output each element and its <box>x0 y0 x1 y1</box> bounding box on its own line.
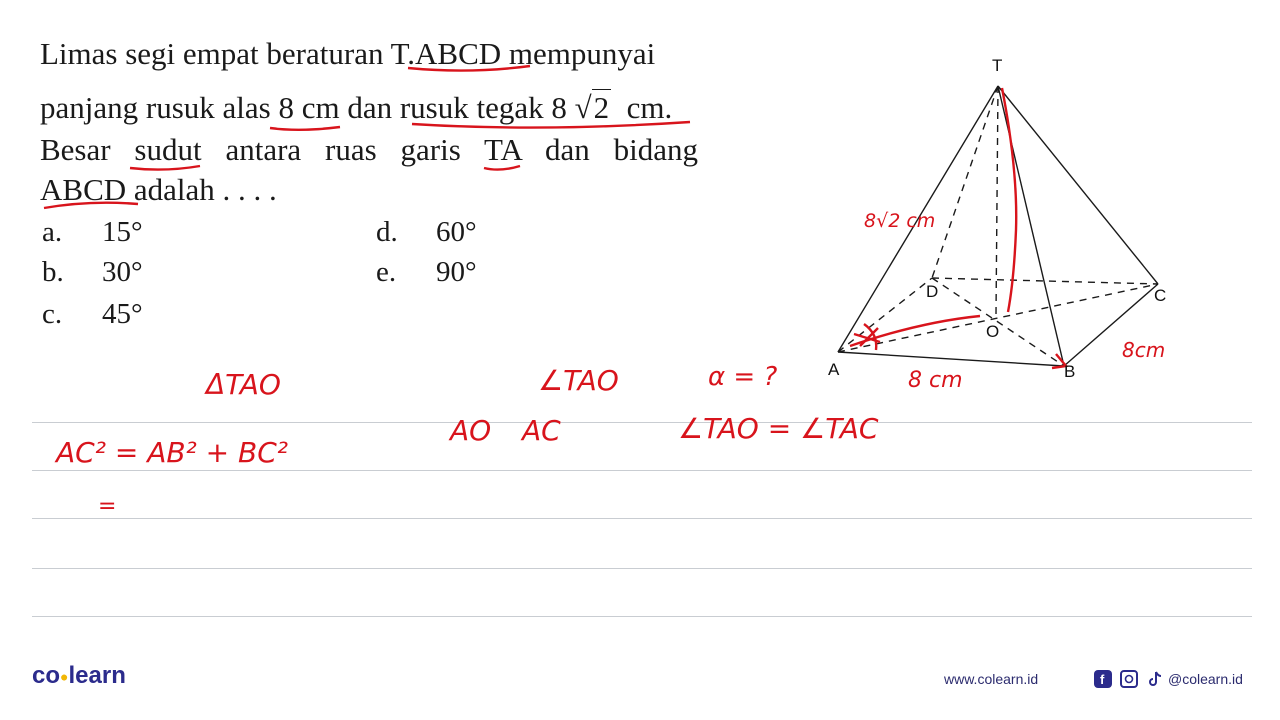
option-d-value: 60° <box>436 216 477 248</box>
website-link[interactable]: www.colearn.id <box>944 671 1039 687</box>
annotation-edge-bc: 8cm <box>1122 338 1166 362</box>
option-e-value: 90° <box>436 256 477 288</box>
option-a-value: 15° <box>102 216 143 248</box>
option-c-value: 45° <box>102 298 143 330</box>
edge-ab <box>838 352 1064 366</box>
ruled-line-4 <box>32 568 1252 569</box>
facebook-icon[interactable] <box>1094 670 1112 688</box>
vertex-d-label: D <box>926 282 939 301</box>
edge-ad <box>838 278 932 352</box>
handwriting-equality: ∠TAO = ∠TAC <box>678 412 879 445</box>
colearn-logo <box>32 662 126 690</box>
ruled-line-5 <box>32 616 1252 617</box>
social-handle[interactable]: @colearn.id <box>1168 671 1243 687</box>
edge-td <box>932 86 998 278</box>
question-line-3: Besar sudut antara ruas garis TA dan bidang <box>40 132 698 167</box>
handwriting-pythagoras: AC² = AB² + BC² <box>56 436 289 469</box>
handwriting-equals: = <box>98 494 117 519</box>
vertex-a-label: A <box>828 360 840 379</box>
logo-co: co <box>32 662 61 689</box>
vertex-o-label: O <box>986 322 1000 341</box>
tiktok-icon[interactable] <box>1146 670 1164 688</box>
svg-text:f: f <box>1100 672 1105 687</box>
logo-dot-icon: ● <box>60 668 69 685</box>
sqrt-symbol: √2 <box>574 90 610 125</box>
option-d-letter: d. <box>376 216 398 248</box>
vertex-t-label: T <box>992 56 1003 75</box>
sqrt-radicand: 2 <box>593 90 610 125</box>
ruled-line-2 <box>32 470 1252 471</box>
question-line-4: ABCD adalah . . . . <box>40 172 277 207</box>
red-height-stroke <box>1002 88 1016 312</box>
annotation-edge-ab: 8 cm <box>908 368 963 393</box>
question-underlines <box>0 0 720 220</box>
option-b-value: 30° <box>102 256 143 288</box>
option-c-letter: c. <box>42 298 63 330</box>
vertex-c-label: C <box>1154 286 1167 305</box>
question-line-2-unit: cm. <box>626 90 673 125</box>
handwriting-ac: AC <box>522 414 561 447</box>
question-line-1: Limas segi empat beraturan T.ABCD mempunyai <box>40 36 656 71</box>
handwriting-alpha: α = ? <box>708 362 778 392</box>
instagram-icon[interactable] <box>1120 670 1138 688</box>
option-a-letter: a. <box>42 216 63 248</box>
annotation-edge-ta: 8√2 cm <box>864 210 936 232</box>
handwriting-triangle-tao: ΔTAO <box>206 368 281 401</box>
logo-learn: learn <box>68 662 126 689</box>
option-e-letter: e. <box>376 256 397 288</box>
vertex-b-label: B <box>1064 362 1076 381</box>
ruled-line-1 <box>32 422 1252 423</box>
handwriting-ao: AO <box>450 414 492 447</box>
option-b-letter: b. <box>42 256 64 288</box>
red-ao-stroke <box>850 316 980 346</box>
ruled-line-3 <box>32 518 1252 519</box>
question-line-2-text: panjang rusuk alas 8 cm dan rusuk tegak 8 <box>40 90 567 125</box>
handwriting-angle-tao: ∠TAO <box>538 364 619 397</box>
